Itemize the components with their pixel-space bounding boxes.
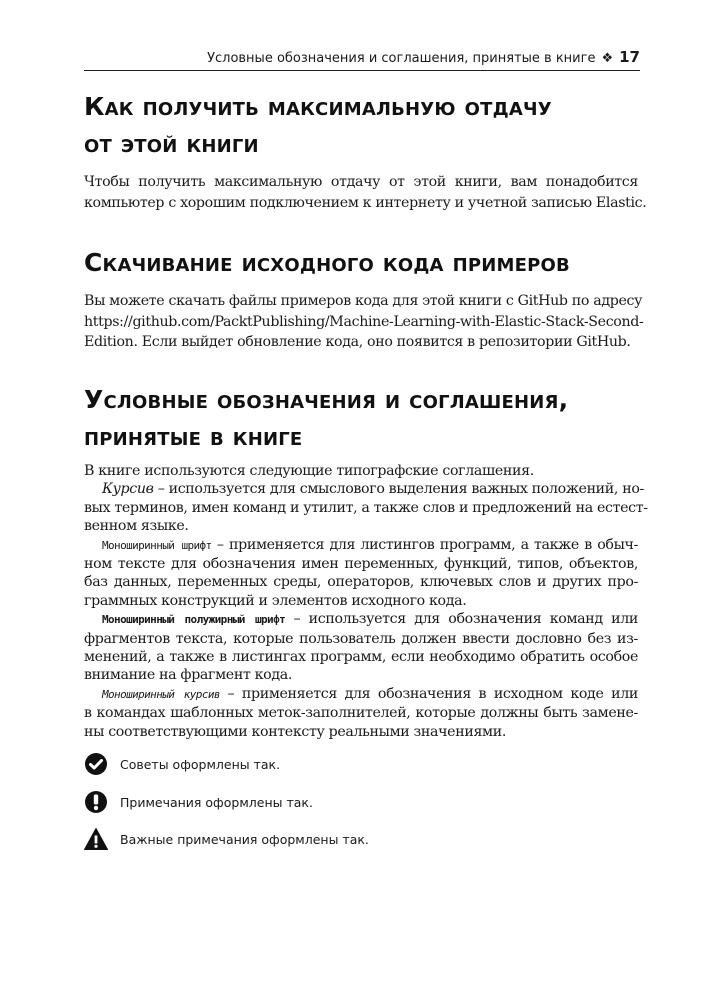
exclamation-circle-icon — [84, 790, 108, 814]
note-info — [84, 790, 313, 814]
heading-line: принятые в книге — [84, 422, 303, 451]
running-header — [84, 48, 640, 71]
text-line: менений, а также в листингах программ, если необходимо обратить особое — [84, 649, 638, 666]
intro-line: В книге используются следующие типографские соглашения. — [84, 463, 534, 479]
text-line: фрагментов текста, которые пользователь должен ввести дословно без из- — [84, 630, 638, 647]
section-heading-get-most — [84, 88, 552, 162]
github-url-line[interactable]: https://github.com/PacktPublishing/Machine-Learning-with-Elastic-Stack-Second- — [84, 313, 644, 330]
text-line — [84, 610, 638, 629]
warning-triangle-icon — [84, 827, 108, 851]
conventions-list — [84, 462, 648, 741]
text-line — [84, 536, 638, 555]
text: – используется для смыслового выделения важных положений, но- — [153, 481, 644, 498]
text-line: граммных конструкций и элементов исходного кода. — [84, 592, 467, 609]
heading-line: Условные обозначения и соглашения, — [84, 385, 569, 414]
text-line: компьютер с хорошим подключением к интернету и учетной записью Elastic. — [84, 194, 647, 211]
text-line — [84, 480, 644, 498]
section-heading-conventions — [84, 381, 568, 455]
term-monospace: Моноширинный шрифт — [102, 538, 212, 552]
term-italic: Курсив — [102, 481, 154, 498]
text-line: Edition. Если выйдет обновление кода, оно появится в репозитории GitHub. — [84, 334, 631, 350]
check-circle-icon — [84, 752, 108, 776]
text-line: вых терминов, имен команд и утилит, а также слов и предложений на естест- — [84, 499, 648, 516]
term-monospace-bold: Моноширинный полужирный шрифт — [102, 613, 286, 627]
page-number: 17 — [619, 48, 640, 66]
text-line: в командах шаблонных меток-заполнителей, которые должны быть замене- — [84, 705, 638, 722]
note-tip — [84, 752, 280, 776]
text-line: венном языке. — [84, 518, 189, 535]
ornament-icon: ❖ — [601, 51, 614, 66]
text-line: Чтобы получить максимальную отдачу от этой книги, вам понадобится — [84, 174, 638, 190]
text: – используется для обозначения команд или — [285, 611, 639, 628]
heading-line: Скачивание исходного кода примеров — [84, 248, 570, 277]
paragraph-requirements — [84, 172, 647, 213]
text-line: Вы можете скачать файлы примеров кода для этой книги с GitHub по адресу — [84, 293, 643, 309]
heading-line: от этой книги — [84, 129, 259, 158]
paragraph-download — [84, 291, 644, 353]
text: – применяется для обозначения в исходном коде или — [219, 685, 638, 702]
text-line: ны соответствующими контексту реальными значениями. — [84, 723, 506, 740]
text-line: внимание на фрагмент кода. — [84, 667, 292, 684]
note-text: Примечания оформлены так. — [120, 794, 313, 810]
text-line: ном тексте для обозначения имен переменных, функций, типов, объектов, — [84, 556, 638, 573]
running-header-title: Условные обозначения и соглашения, принятые в книге — [207, 51, 596, 66]
text-line: баз данных, переменных среды, операторов, ключевых слов и других про- — [84, 574, 638, 591]
note-warning — [84, 827, 369, 851]
note-text: Важные примечания оформлены так. — [120, 831, 369, 847]
text: – применяется для листингов программ, а также в обыч- — [211, 536, 639, 553]
term-monospace-italic: Моноширинный курсив — [102, 687, 220, 701]
heading-line: Как получить максимальную отдачу — [84, 92, 552, 121]
text-line — [84, 685, 638, 704]
section-heading-download-code — [84, 244, 570, 281]
note-text: Советы оформлены так. — [120, 756, 281, 772]
